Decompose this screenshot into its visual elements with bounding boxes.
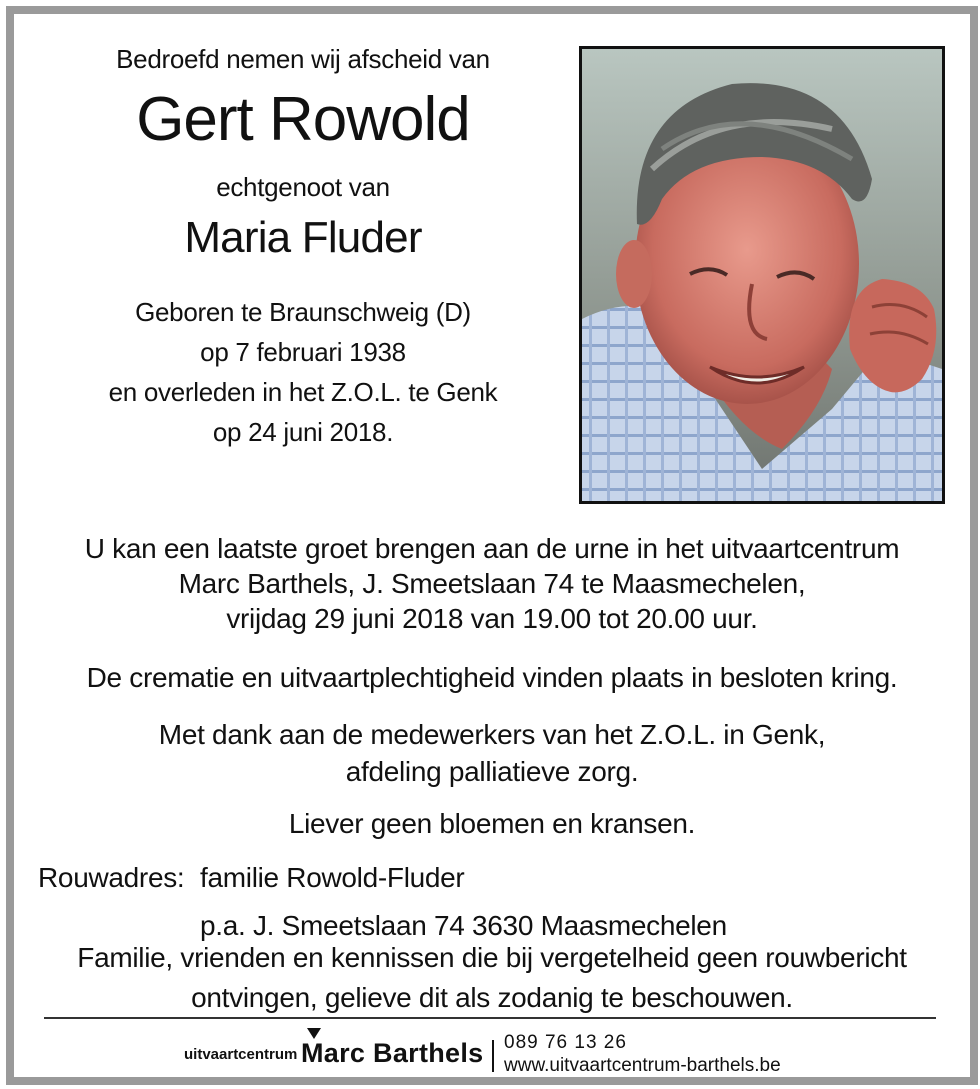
heading-block [36,42,570,452]
funeral-home-logo [184,1028,804,1076]
closing-line: Familie, vrienden en kennissen die bij vergetelheid geen rouwbericht [77,942,907,973]
deceased-name: Gert Rowold [136,85,470,154]
footer-divider [44,1017,936,1019]
spouse-name: Maria Fluder [184,213,422,262]
closing-line: ontvingen, gelieve dit als zodanig te beschouwen. [191,982,793,1013]
portrait-photo [579,46,945,504]
thanks-paragraph [14,716,970,790]
website-link[interactable]: www.uitvaartcentrum-barthels.be [504,1055,781,1076]
death-place: en overleden in het Z.O.L. te Genk [108,377,498,407]
farewell-paragraph [14,531,970,636]
birth-place: Geboren te Braunschweig (D) [135,297,471,327]
mourning-address [38,854,727,950]
birth-death-details [36,292,570,452]
obituary-card [6,6,978,1085]
death-date: op 24 juni 2018. [212,417,394,447]
flowers-paragraph: Liever geen bloemen en kransen. [288,808,696,839]
farewell-line: U kan een laatste groet brengen aan de urne in het uitvaartcentrum [84,533,900,564]
logo-separator [492,1040,494,1072]
birth-date: op 7 februari 1938 [200,337,406,367]
thanks-line: afdeling palliatieve zorg. [345,756,639,787]
logo-brand: Marc Barthels [301,1038,484,1068]
intro-text: Bedroefd nemen wij afscheid van [116,44,490,74]
closing-paragraph [14,938,970,1018]
address-family: familie Rowold-Fluder [200,862,465,893]
relation-text: echtgenoot van [216,172,390,202]
thanks-line: Met dank aan de medewerkers van het Z.O.L. in Genk, [158,719,826,750]
cremation-paragraph: De crematie en uitvaartplechtigheid vinden plaats in besloten kring. [86,662,898,693]
address-label: Rouwadres: [38,862,185,893]
logo-prefix: uitvaartcentrum [184,1046,298,1063]
address-street: p.a. J. Smeetslaan 74 3630 Maasmechelen [200,910,727,941]
phone-number: 089 76 13 26 [504,1032,627,1053]
farewell-line: vrijdag 29 juni 2018 van 19.00 tot 20.00 uur. [226,603,758,634]
farewell-line: Marc Barthels, J. Smeetslaan 74 te Maasmechelen, [178,568,806,599]
